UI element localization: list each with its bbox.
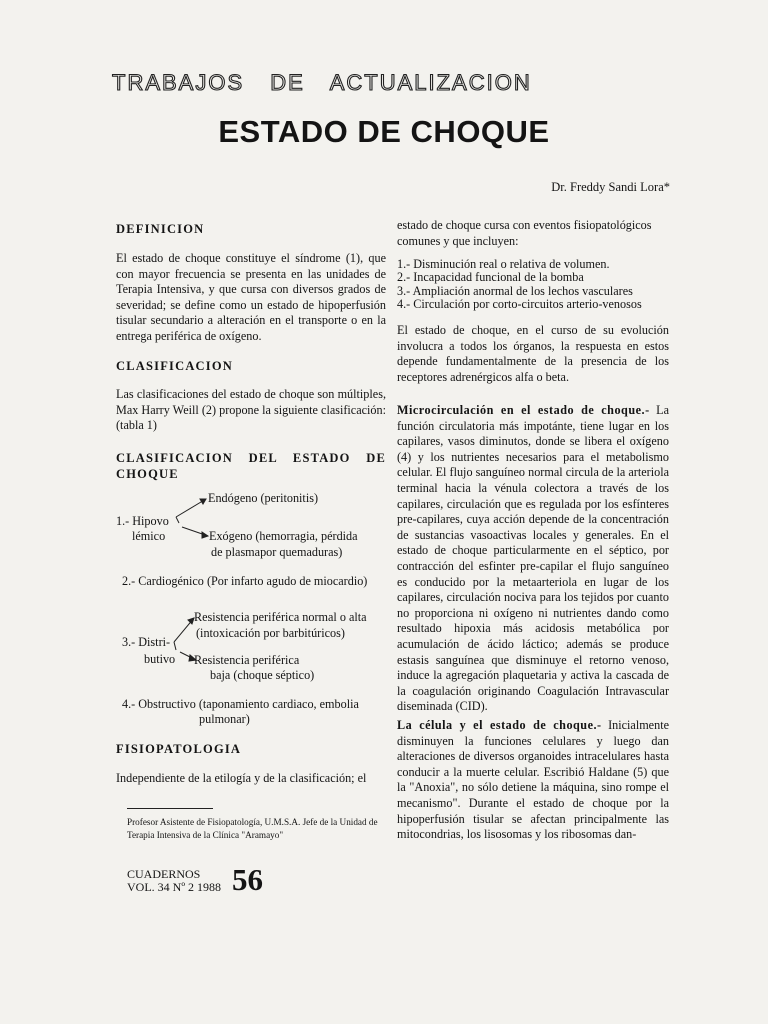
c3-bottom-cont: baja (choque séptico) <box>210 668 315 682</box>
cell-heading: La célula y el estado de choque.- <box>397 718 602 732</box>
micro-text: La función circulatoria más impotánte, tiene lugar en los capilares, vasos diminutos, donde se libera el oxígeno (4) y los nutrientes necesarios para el metabolismo celular. El flujo sanguíneo normal circula de la arteriola terminal hacia la vénula colectora a través de los capilares, circulación que es regulada por los esfínteres pre-capilares, cuya acción depende de la concentración de sustancias vasoactivas locales y generales. En el estado de choque particularmente en el séptico, por contracción del esfinter pre-capilar el flujo sanguíneo es conducido por la metaarteriola en lugar de los capilares, circulación nociva para los tejidos por cuanto no proporciona ni oxígeno ni nutrientes dando como resultado hipoxia más acidosis metabólica por acumulación de ácido láctico; además se produce estasis sanguínea que disminuye el retorno venoso, induce la agregación plaquetaria y activa la cascada de la coagulación originando Coagulación Intravascular diseminada (CID). <box>397 403 670 714</box>
fisio-body <box>116 771 386 787</box>
cell-block <box>397 718 669 843</box>
author-line: Dr. Freddy Sandi Lora* <box>551 180 670 194</box>
journal-volume: VOL. 34 Nº 2 1988 <box>127 880 222 894</box>
events-list <box>397 258 669 312</box>
list-item: 2.- Incapacidad funcional de la bomba <box>397 270 584 285</box>
list-item: 3.- Ampliación anormal de los lechos vasculares <box>397 283 633 298</box>
section-heading-clasificacion: CLASIFICACION <box>116 359 234 373</box>
c1-exogeno-cont: de plasmapor quemaduras) <box>211 545 343 559</box>
journal-info <box>127 868 221 894</box>
list-item: 4.- Circulación por corto-circuitos arterio-venosos <box>397 297 642 312</box>
series-heading: TRABAJOS DE ACTUALIZACION <box>112 70 532 95</box>
table-heading: CLASIFICACION DEL ESTADO DE CHOQUE <box>116 451 386 481</box>
definicion-text: El estado de choque constituye el síndrome (1), que con mayor frecuencia se presenta en las unidades de Terapia Intensiva, y que cursa con diversos grados de severidad; se define como un estado de hipoperfusión tisular secundario a alteración en el transporte o en la entrega periférica de oxígeno. <box>116 251 386 343</box>
c1-endogeno: Endógeno (peritonitis) <box>208 491 319 505</box>
list-item: 1.- Disminución real o relativa de volumen. <box>397 257 610 271</box>
events-list-block <box>397 258 669 312</box>
section-heading-definicion: DEFINICION <box>116 222 205 236</box>
organs-text: El estado de choque, en el curso de su evolución involucra a todos los órganos, la respuesta en estos depende fundamentalmente de la presencia de los receptores adrenérgicos alfa o beta. <box>397 323 669 384</box>
footnote: Profesor Asistente de Fisiopatología, U.M.S.A. Jefe de la Unidad de Terapia Intensiva de la Clínica "Aramayo" <box>127 817 378 840</box>
c4-obstructivo-cont: pulmonar) <box>199 712 250 726</box>
c4-obstructivo: 4.- Obstructivo (taponamiento cardiaco, embolia <box>122 697 359 711</box>
page-number: 56 <box>232 862 263 897</box>
c3-label: 3.- Distri- <box>122 635 171 649</box>
organs-block <box>397 323 669 385</box>
cell-paragraph <box>397 718 669 843</box>
c3-bottom: Resistencia periférica <box>194 653 300 667</box>
micro-paragraph <box>397 403 669 715</box>
cell-text: Inicialmente disminuyen la funciones celulares y luego dan alteraciones de diversos organoides intracelulares hasta conducir a la muerte celular. Escribió Haldane (5) que la "Anoxia", no sólo detiene la máquina, sino rompe el mecanismo". Durante el estado de choque por la hipoperfusión tisular se afectan principalmente las mitocondrias, los lisosomas y los ribosomas dan- <box>397 718 669 842</box>
article-title: ESTADO DE CHOQUE <box>218 114 550 149</box>
c2-cardiogenico: 2.- Cardiogénico (Por infarto agudo de miocardio) <box>122 574 368 588</box>
right-intro-text: estado de choque cursa con eventos fisiopatológicos comunes y que incluyen: <box>397 218 652 248</box>
micro-heading: Microcirculación en el estado de choque.- <box>397 403 650 417</box>
right-intro-block <box>397 218 669 249</box>
section-heading-fisiopatologia: FISIOPATOLOGIA <box>116 742 242 756</box>
fisio-text: Independiente de la etilogía y de la clasificación; el <box>116 771 367 785</box>
c1-label-cont: lémico <box>132 529 166 543</box>
clasificacion-text: Las clasificaciones del estado de choque son múltiples, Max Harry Weill (2) propone la siguiente clasificación: (tabla 1) <box>116 387 386 433</box>
fisio-heading-block <box>116 742 386 757</box>
footnote-rule <box>127 808 213 809</box>
c3-top-cont: (intoxicación por barbitúricos) <box>196 626 345 640</box>
c3-label-cont: butivo <box>144 652 176 666</box>
c3-top: Resistencia periférica normal o alta <box>194 610 367 624</box>
micro-block <box>397 403 669 715</box>
journal-name: CUADERNOS <box>127 867 201 881</box>
c1-label: 1.- Hipovo <box>116 514 169 528</box>
c1-exogeno: Exógeno (hemorragia, pérdida <box>209 529 358 543</box>
